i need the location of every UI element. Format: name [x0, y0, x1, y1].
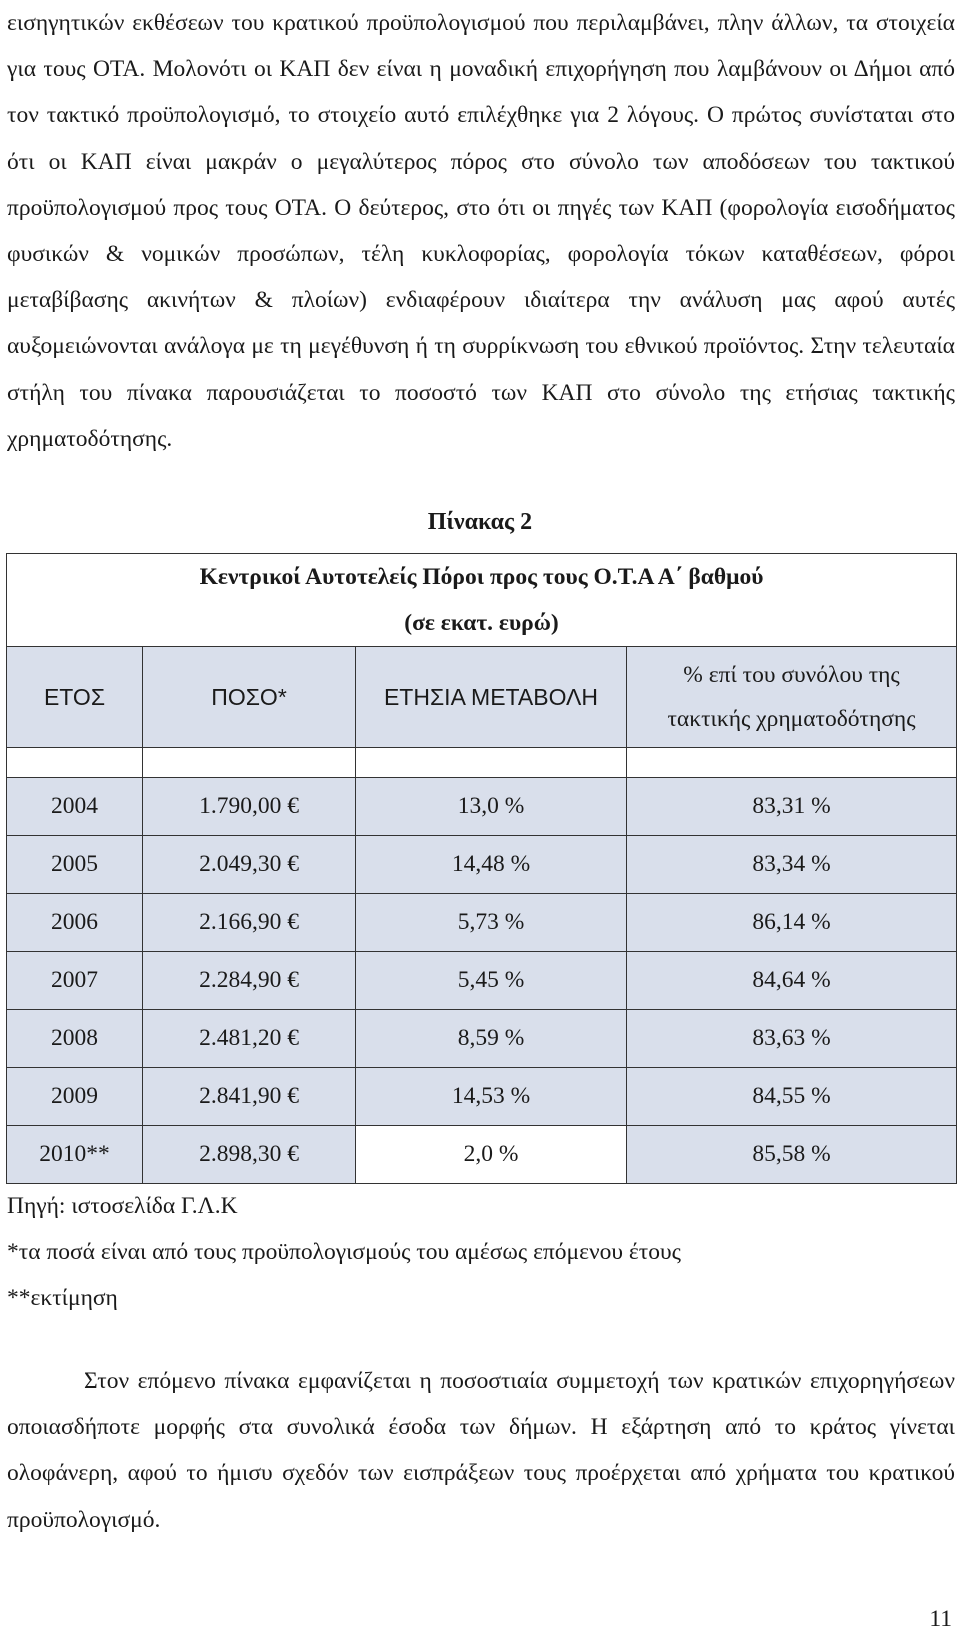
closing-paragraph: Στον επόμενο πίνακα εμφανίζεται η ποσοστιαία συμμετοχή των κρατικών επιχορηγήσεων οποιασδήποτε μορφής στα συνολικά έσοδα των δήμων. Η εξάρτηση από το κράτος γίνεται ολοφάνερη, αφού το ήμισυ σχεδόν των εισπράξεων τους προέρχεται από χρήματα του κρατικού προϋπολογισμό. — [7, 1368, 955, 1533]
cell-change: 5,73 % — [356, 894, 627, 952]
header-year: ΕΤΟΣ — [7, 647, 143, 748]
cell-amount: 2.898,30 € — [143, 1126, 356, 1184]
cell-year: 2007 — [7, 952, 143, 1010]
page-number: 11 — [929, 1606, 952, 1632]
table-spacer-row — [7, 748, 957, 778]
cell-percent: 83,34 % — [627, 836, 957, 894]
cell-change: 5,45 % — [356, 952, 627, 1010]
kap-table — [6, 553, 957, 1184]
cell-percent: 83,63 % — [627, 1010, 957, 1068]
cell-year: 2008 — [7, 1010, 143, 1068]
header-percent — [627, 647, 957, 748]
footnote-estimate: **εκτίμηση — [7, 1285, 118, 1311]
source-note: Πηγή: ιστοσελίδα Γ.Λ.Κ — [7, 1193, 238, 1219]
table-header-row — [7, 647, 957, 748]
cell-year: 2005 — [7, 836, 143, 894]
header-percent-line-2: τακτικής χρηματοδότησης — [667, 706, 916, 732]
cell-change: 13,0 % — [356, 778, 627, 836]
cell-amount: 2.049,30 € — [143, 836, 356, 894]
table-title-line-1: Κεντρικοί Αυτοτελείς Πόροι προς τους Ο.Τ.Α Α΄ βαθμού — [199, 564, 764, 590]
cell-percent: 84,64 % — [627, 952, 957, 1010]
table-row — [7, 952, 957, 1010]
table-row — [7, 1010, 957, 1068]
cell-percent: 86,14 % — [627, 894, 957, 952]
cell-year: 2006 — [7, 894, 143, 952]
cell-change: 2,0 % — [356, 1126, 627, 1184]
cell-percent: 84,55 % — [627, 1068, 957, 1126]
header-annual-change: ΕΤΗΣΙΑ ΜΕΤΑΒΟΛΗ — [356, 647, 627, 748]
cell-percent: 85,58 % — [627, 1126, 957, 1184]
header-percent-line-1: % επί του συνόλου της — [683, 662, 900, 688]
table-row — [7, 836, 957, 894]
table-caption: Πίνακας 2 — [427, 509, 533, 535]
footnote-amounts: *τα ποσά είναι από τους προϋπολογισμούς του αμέσως επόμενου έτους — [7, 1239, 681, 1265]
cell-amount: 2.841,90 € — [143, 1068, 356, 1126]
table-row — [7, 1126, 957, 1184]
cell-change: 14,48 % — [356, 836, 627, 894]
table-title-row — [7, 554, 957, 647]
cell-year: 2004 — [7, 778, 143, 836]
cell-year: 2009 — [7, 1068, 143, 1126]
table-row — [7, 778, 957, 836]
cell-amount: 1.790,00 € — [143, 778, 356, 836]
table-title-line-2: (σε εκατ. ευρώ) — [404, 610, 559, 636]
cell-amount: 2.481,20 € — [143, 1010, 356, 1068]
cell-amount: 2.284,90 € — [143, 952, 356, 1010]
cell-percent: 83,31 % — [627, 778, 957, 836]
cell-change: 14,53 % — [356, 1068, 627, 1126]
table-notes — [7, 1183, 681, 1321]
header-amount: ΠΟΣΟ* — [143, 647, 356, 748]
intro-paragraph: εισηγητικών εκθέσεων του κρατικού προϋπολογισμού που περιλαμβάνει, πλην άλλων, τα στοιχεία για τους ΟΤΑ. Μολονότι οι ΚΑΠ δεν είναι η μοναδική επιχορήγηση που λαμβάνουν οι Δήμοι από τον τακτικό προϋπολογισμό, το στοιχείο αυτό επιλέχθηκε για 2 λόγους. Ο πρώτος συνίσταται στο ότι οι ΚΑΠ είναι μακράν ο μεγαλύτερος πόρος στο σύνολο των αποδόσεων του τακτικού προϋπολογισμού προς τους ΟΤΑ. Ο δεύτερος, στο ότι οι πηγές των ΚΑΠ (φορολογία εισοδήματος φυσικών & νομικών προσώπων, τέλη κυκλοφορίας, φορολογία τόκων καταθέσεων, φόροι μεταβίβασης ακινήτων & πλοίων) ενδιαφέρουν ιδιαίτερα την ανάλυση μας αφού αυτές αυξομειώνονται ανάλογα με τη μεγέθυνση ή τη συρρίκνωση του εθνικού προϊόντος. Στην τελευταία στήλη του πίνακα παρουσιάζεται το ποσοστό των ΚΑΠ στο σύνολο της ετήσιας τακτικής χρηματοδότησης. — [7, 10, 955, 452]
cell-year: 2010** — [7, 1126, 143, 1184]
table-row — [7, 1068, 957, 1126]
table-title — [7, 554, 957, 647]
cell-change: 8,59 % — [356, 1010, 627, 1068]
table-row — [7, 894, 957, 952]
cell-amount: 2.166,90 € — [143, 894, 356, 952]
